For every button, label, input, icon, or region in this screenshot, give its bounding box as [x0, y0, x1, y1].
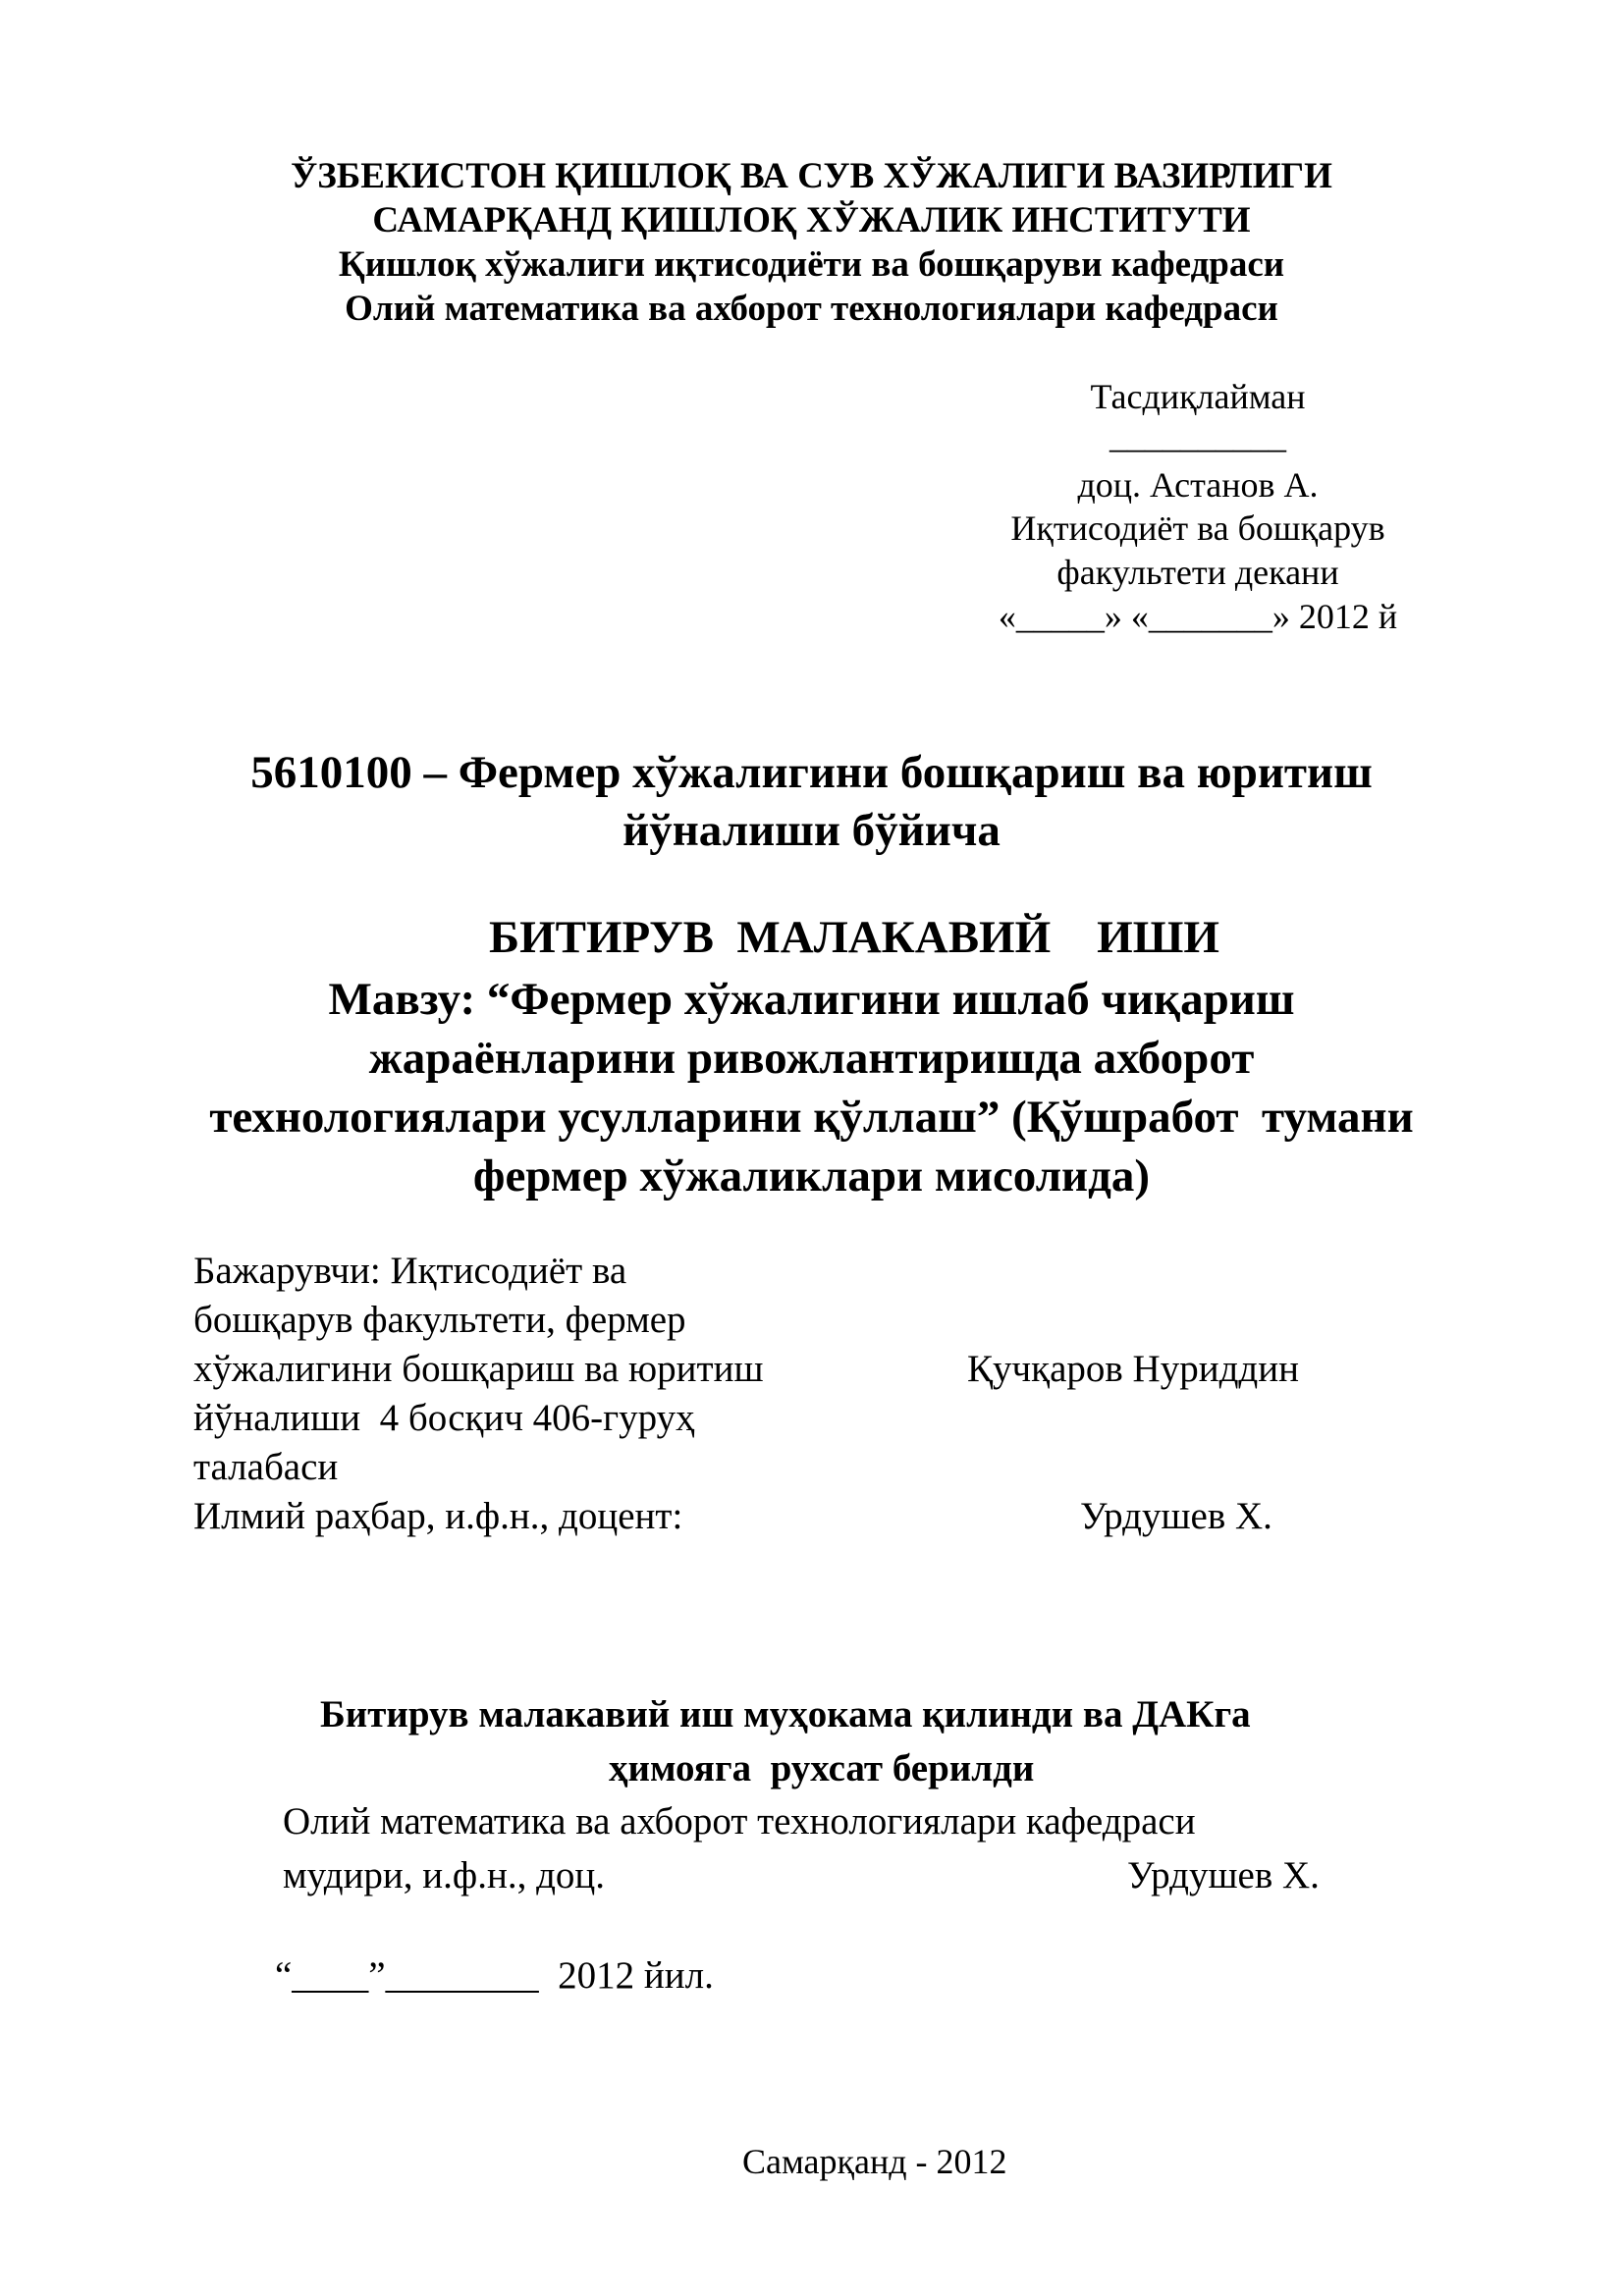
performer-line-5: талабаси	[193, 1446, 339, 1488]
department-economics: Қишлоқ хўжалиги иқтисодиёти ва бошқаруви кафедраси	[338, 244, 1285, 285]
discussion-line-4: мудири, и.ф.н., доц.	[283, 1854, 606, 1896]
institute-name: САМАРҚАНД ҚИШЛОҚ ХЎЖАЛИК ИНСТИТУТИ	[372, 200, 1251, 240]
approve-label: Тасдиқлайман	[1090, 377, 1306, 416]
dean-position-line-1: Иқтисодиёт ва бошқарув	[1010, 508, 1385, 548]
city-year: Самарқанд - 2012	[742, 2142, 1007, 2181]
department-math-it: Олий математика ва ахборот технологиялари кафедраси	[345, 289, 1278, 329]
discussion-line-2: ҳимояга рухсат берилди	[609, 1747, 1035, 1789]
performer-line-3: хўжалигини бошқариш ва юритиш	[193, 1348, 764, 1390]
discussion-date: “____”________ 2012 йил.	[275, 1954, 714, 1997]
dean-name: доц. Астанов А.	[1077, 465, 1319, 505]
supervisor-label: Илмий раҳбар, и.ф.н., доцент:	[193, 1495, 683, 1537]
discussion-line-1: Битирув малакавий иш муҳокама қилинди ва ДАКга	[320, 1693, 1251, 1735]
topic-line-4: фермер хўжаликлари мисолида)	[472, 1150, 1151, 1201]
performer-line-2: бошқарув факультети, фермер	[193, 1299, 686, 1341]
performer-line-1: Бажарувчи: Иқтисодиёт ва	[193, 1250, 627, 1292]
student-name: Қучқаров Нуриддин	[967, 1348, 1300, 1390]
department-head-name: Урдушев Х.	[1127, 1854, 1320, 1896]
dean-position-line-2: факультети декани	[1056, 553, 1339, 592]
ministry-name: ЎЗБЕКИСТОН ҚИШЛОҚ ВА СУВ ХЎЖАЛИГИ ВАЗИРЛИГИ	[291, 156, 1332, 196]
discussion-line-3: Олий математика ва ахборот технологиялари кафедраси	[283, 1800, 1196, 1842]
performer-line-4: йўналиши 4 босқич 406-гуруҳ	[193, 1397, 695, 1439]
work-type-title: БИТИРУВ МАЛАКАВИЙ ИШИ	[489, 912, 1219, 963]
signature-line: __________	[1109, 416, 1286, 455]
approval-date: «_____» «_______» 2012 й	[998, 597, 1398, 636]
direction-line-2: йўналиши бўйича	[622, 805, 1001, 856]
topic-line-1: Мавзу: “Фермер хўжалигини ишлаб чиқариш	[328, 974, 1295, 1025]
supervisor-name: Урдушев Х.	[1080, 1495, 1272, 1537]
direction-line-1: 5610100 – Фермер хўжалигини бошқариш ва юритиш	[250, 747, 1373, 798]
topic-line-2: жараёнларини ривожлантиришда ахборот	[368, 1033, 1255, 1084]
topic-line-3: технологиялари усулларини қўллаш” (Қўшработ тумани	[209, 1092, 1414, 1143]
